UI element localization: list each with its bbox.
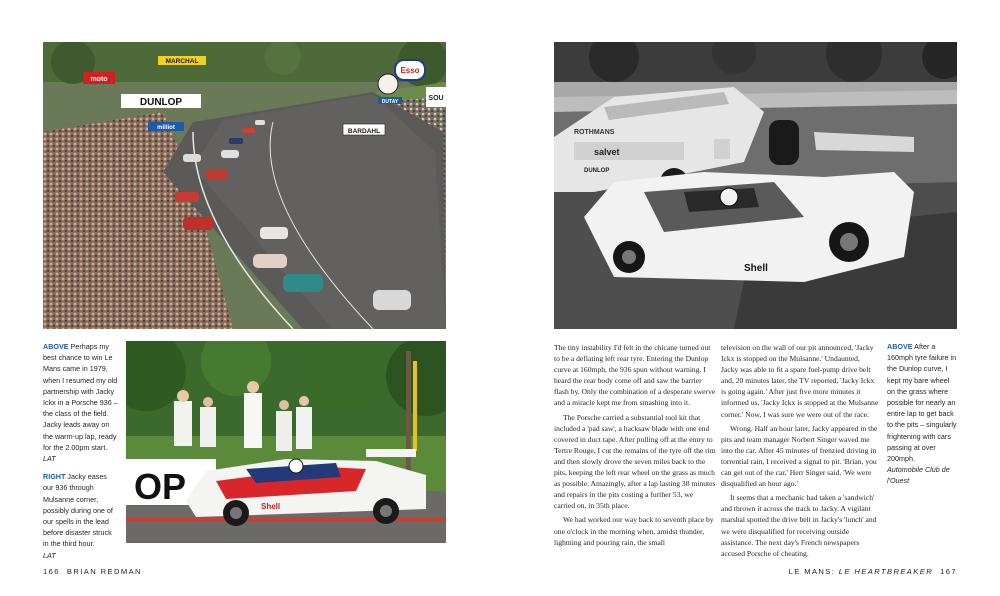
photo-mulsanne-corner — [126, 341, 446, 543]
sign-shell-photo: Shell — [744, 263, 768, 274]
caption-above-left — [43, 341, 119, 568]
sign-dutay: DUTAY — [381, 99, 399, 105]
paragraph: television on the wall of our pit announced, 'Jacky Ickx is stopped on the Mulsanne.' Undaunted, Jacky was able to fit a spare fuel-pump drive belt and, 20 minutes later, the TV reported, 'Jacky Ickx is going again.' After just five more minutes it informed us, 'Jacky Ickx is stopped at the Mulsanne corner.' Now, I was sure we were out of the race. — [721, 343, 879, 419]
caption-lead: ABOVE — [43, 342, 69, 351]
right-folio — [789, 567, 957, 576]
page-number-right: 167 — [940, 567, 957, 576]
photo-credit: LAT — [43, 550, 56, 560]
sign-salvet: salvet — [594, 147, 620, 157]
caption-text: Perhaps my best chance to win Le Mans came in 1979, when I resumed my old partnership with Jacky Ickx in a Porsche 936 – the class of the field. Jacky leads away on the warm-up lap, ready for the 2.00pm start. — [43, 342, 118, 452]
photo-936-dunlop-curve — [554, 42, 957, 329]
sign-dunlop-partial: OP — [134, 466, 187, 507]
left-folio — [43, 567, 142, 576]
paragraph: Wrong. Half an hour later, Jacky appeared in the pits and team manager Norbert Singer waved me into the car. After 45 minutes of frenzied driving in torrential rain, I received a signal to pit. 'Brian, you can get out of the car,' Herr Singer said. 'We were disqualified an hour ago.' — [721, 423, 878, 489]
sign-sou: SOU — [428, 95, 444, 102]
paragraph: The tiny instability I'd felt in the chicane turned out to be a deflating left rear tyre. Entering the Dunlop curve at 160mph, the 936 spun without warning. I heard the rear body come off and saw the barrier flash by. Only the combination of a desperate swerve and a miracle kept me from smashing into it. — [554, 343, 716, 408]
chapter-title: LE HEARTBREAKER — [838, 567, 934, 576]
page-number-left: 166 — [43, 567, 60, 576]
paragraph: It seems that a mechanic had taken a 'sandwich' and thrown it across the track to Jacky. A vigilant marshal spotted the drive belt in Jacky's 'lunch' and we were disqualified for receiving outside assistance. The next day's French newspapers accused Porsche of cheating. — [721, 493, 877, 558]
sign-dunlop-photo: DUNLOP — [584, 168, 610, 174]
caption-lead: RIGHT — [43, 472, 66, 482]
photo-le-mans-warm-up-lap — [43, 42, 446, 329]
body-column-1 — [554, 342, 716, 548]
sign-dunlop: DUNLOP — [139, 97, 183, 108]
caption-above-right — [887, 341, 959, 494]
sign-marchal: MARCHAL — [165, 58, 199, 65]
sign-milliot: milliot — [157, 125, 175, 131]
sign-bardahl: BARDAHL — [347, 128, 381, 135]
sign-moto: moto — [90, 76, 108, 83]
caption-lead: ABOVE — [887, 342, 913, 351]
photo-credit: LAT — [43, 454, 56, 464]
sign-shell: Shell — [261, 502, 281, 511]
caption-text: After a 160mph tyre failure in the Dunlop curve, I kept my bare wheel on the grass where possible for nearly an entire lap to get back to the pits – singularly frightening with cars passing at over 200mph. — [887, 342, 957, 464]
photo-credit: Automobile Club de l'Ouest — [887, 465, 950, 486]
paragraph: We had worked our way back to seventh place by one o'clock in the morning when, amidst thunder, lightning and pouring rain, the small — [554, 515, 714, 547]
sign-rothmans: ROTHMANS — [574, 129, 615, 136]
sign-esso: Esso — [400, 66, 420, 75]
caption-text: Jacky eases our 936 through Mulsanne corner, possibly during one of our spells in the lead before disaster struck in the third hour. — [43, 472, 113, 549]
paragraph: The Porsche carried a substantial tool kit that included a 'pad saw', a hacksaw blade with one end covered in duct tape. After pulling off at the entry to Tertre Rouge, I cut the remains of the tyre off the rim and then slowly drove the seven miles back to the pits, keeping the left rear wheel on the grass as much as possible. Amazingly, after a lap lasting 38 minutes and repairs in the pits costing a further 53, we carried on, in 35th place. — [554, 412, 716, 511]
folio-prefix: LE MANS: — [788, 567, 839, 576]
body-column-2 — [721, 342, 879, 559]
book-author: BRIAN REDMAN — [66, 567, 142, 576]
